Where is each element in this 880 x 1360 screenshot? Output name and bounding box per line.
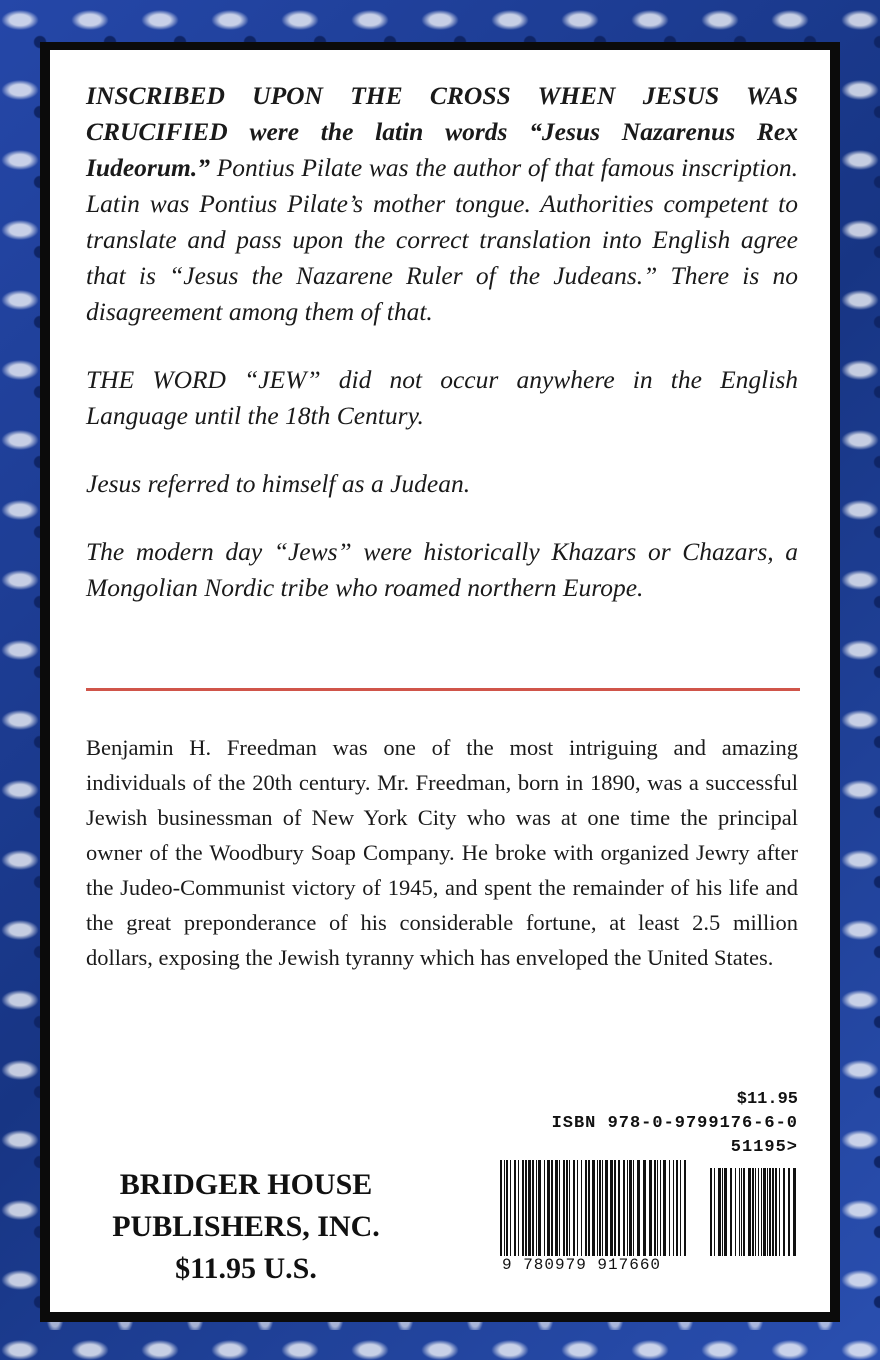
barcode-addon-bar	[758, 1168, 759, 1256]
publisher-price: $11.95 U.S.	[175, 1252, 317, 1285]
barcode-bar	[525, 1160, 527, 1256]
barcode-addon-bar	[739, 1168, 740, 1256]
barcode-addon-bar	[743, 1168, 745, 1256]
quote-paragraph-1	[86, 78, 798, 330]
barcode-bar	[569, 1160, 570, 1256]
barcode-bar	[536, 1160, 537, 1256]
barcode-bar	[547, 1160, 550, 1256]
publisher-block	[86, 1164, 406, 1290]
barcode-addon-bar	[748, 1168, 751, 1256]
barcode-bar	[514, 1160, 516, 1256]
barcode-bar	[627, 1160, 628, 1256]
barcode-addon-bar	[767, 1168, 768, 1256]
barcode-bar	[614, 1160, 616, 1256]
barcode-bars	[498, 1160, 798, 1260]
barcode-bar	[649, 1160, 652, 1256]
barcode-addon-bar	[735, 1168, 736, 1256]
barcode-bar	[637, 1160, 640, 1256]
barcode-area	[498, 1090, 798, 1290]
barcode-addon-bar	[793, 1168, 796, 1256]
barcode-bar	[669, 1160, 670, 1256]
barcode-addon-bar	[714, 1168, 715, 1256]
barcode-bar	[610, 1160, 613, 1256]
barcode-addon-bar	[718, 1168, 721, 1256]
barcode-addon-bar	[772, 1168, 774, 1256]
barcode-bar	[618, 1160, 620, 1256]
barcode-number: 9 780979 917660	[502, 1256, 692, 1274]
barcode-bar	[506, 1160, 508, 1256]
barcode-addon-bar	[779, 1168, 780, 1256]
barcode-bar	[573, 1160, 575, 1256]
barcode-bar	[629, 1160, 632, 1256]
barcode-addon-bar	[724, 1168, 727, 1256]
barcode-bar	[555, 1160, 558, 1256]
barcode-bar	[602, 1160, 603, 1256]
barcode-bar	[680, 1160, 681, 1256]
barcode-addon-bar	[730, 1168, 732, 1256]
barcode-addon-bar	[763, 1168, 766, 1256]
quote-paragraph-3: Jesus referred to himself as a Judean.	[86, 469, 471, 498]
barcode-bar	[588, 1160, 590, 1256]
barcode-bar	[544, 1160, 545, 1256]
isbn-text: ISBN 978-0-9799176-6-0	[551, 1114, 798, 1133]
barcode-bar	[623, 1160, 625, 1256]
barcode-addon-bar	[752, 1168, 754, 1256]
barcode-addon-bar	[769, 1168, 771, 1256]
quote-paragraph-1-rest: Pontius Pilate was the author of that famous inscription. Latin was Pontius Pilate’s mother tongue. Authorities competent to translate and pass upon the correct translation into English agree that is “Jesus the Nazarene Ruler of the Judeans.” There is no disagreement among them of that.	[86, 153, 798, 326]
barcode-addon-bar	[722, 1168, 723, 1256]
barcode-addon-bar	[788, 1168, 790, 1256]
barcode-bar	[643, 1160, 646, 1256]
barcode-addon-bar	[755, 1168, 756, 1256]
barcode-bar	[518, 1160, 519, 1256]
barcode-bar	[592, 1160, 595, 1256]
barcode-bar	[660, 1160, 661, 1256]
barcode-bar	[500, 1160, 502, 1256]
barcode-bar	[597, 1160, 598, 1256]
quote-paragraph-4: The modern day “Jews” were historically Khazars or Chazars, a Mongolian Nordic tribe who roamed northern Europe.	[86, 537, 798, 602]
barcode-bar	[566, 1160, 568, 1256]
quote-block	[86, 78, 798, 638]
barcode-bar	[599, 1160, 601, 1256]
barcode-addon-code: 51195>	[730, 1138, 798, 1157]
barcode-bar	[528, 1160, 531, 1256]
barcode-bar	[684, 1160, 686, 1256]
barcode-bar	[605, 1160, 608, 1256]
barcode-addon-bar	[741, 1168, 742, 1256]
barcode-bar	[538, 1160, 541, 1256]
barcode-bar	[676, 1160, 678, 1256]
barcode-bar	[673, 1160, 674, 1256]
divider-line	[86, 688, 800, 691]
barcode-addon-bar	[710, 1168, 712, 1256]
author-bio: Benjamin H. Freedman was one of the most intriguing and amazing individuals of the 20th century. Mr. Freedman, born in 1890, was a successful Jewish businessman of New York City who was at one time the principal owner of the Woodbury Soap Company. He broke with organized Jewry after the Judeo-Communist victory of 1945, and spent the remainder of his life and the great preponderance of his considerable fortune, at least 2.5 million dollars, exposing the Jewish tyranny which has enveloped the United States.	[86, 735, 798, 970]
publisher-name-line-2: PUBLISHERS, INC.	[112, 1210, 380, 1243]
barcode-bar	[663, 1160, 666, 1256]
barcode-bar	[510, 1160, 511, 1256]
barcode-bar	[633, 1160, 634, 1256]
barcode-bar	[551, 1160, 553, 1256]
back-cover-panel	[50, 50, 830, 1312]
barcode-bar	[654, 1160, 656, 1256]
barcode-bar	[585, 1160, 587, 1256]
barcode-bar	[581, 1160, 582, 1256]
barcode-price: $11.95	[736, 1090, 798, 1109]
barcode-bar	[563, 1160, 565, 1256]
quote-paragraph-2: THE WORD “JEW” did not occur anywhere in the English Language until the 18th Century.	[86, 365, 798, 430]
barcode-addon-bar	[783, 1168, 785, 1256]
publisher-name-line-1: BRIDGER HOUSE	[119, 1168, 373, 1201]
barcode-bar	[532, 1160, 534, 1256]
barcode-addon-bar	[761, 1168, 762, 1256]
barcode-bar	[504, 1160, 505, 1256]
barcode-addon-bar	[775, 1168, 777, 1256]
quote-lead-bold: INSCRIBED UPON THE CROSS WHEN JESUS WAS CRUCIFIED were the latin words “Jesus Nazarenus Rex Iudeorum.”	[86, 81, 798, 182]
barcode-bar	[559, 1160, 560, 1256]
barcode-bar	[577, 1160, 578, 1256]
barcode-bar	[657, 1160, 658, 1256]
barcode-bar	[522, 1160, 524, 1256]
